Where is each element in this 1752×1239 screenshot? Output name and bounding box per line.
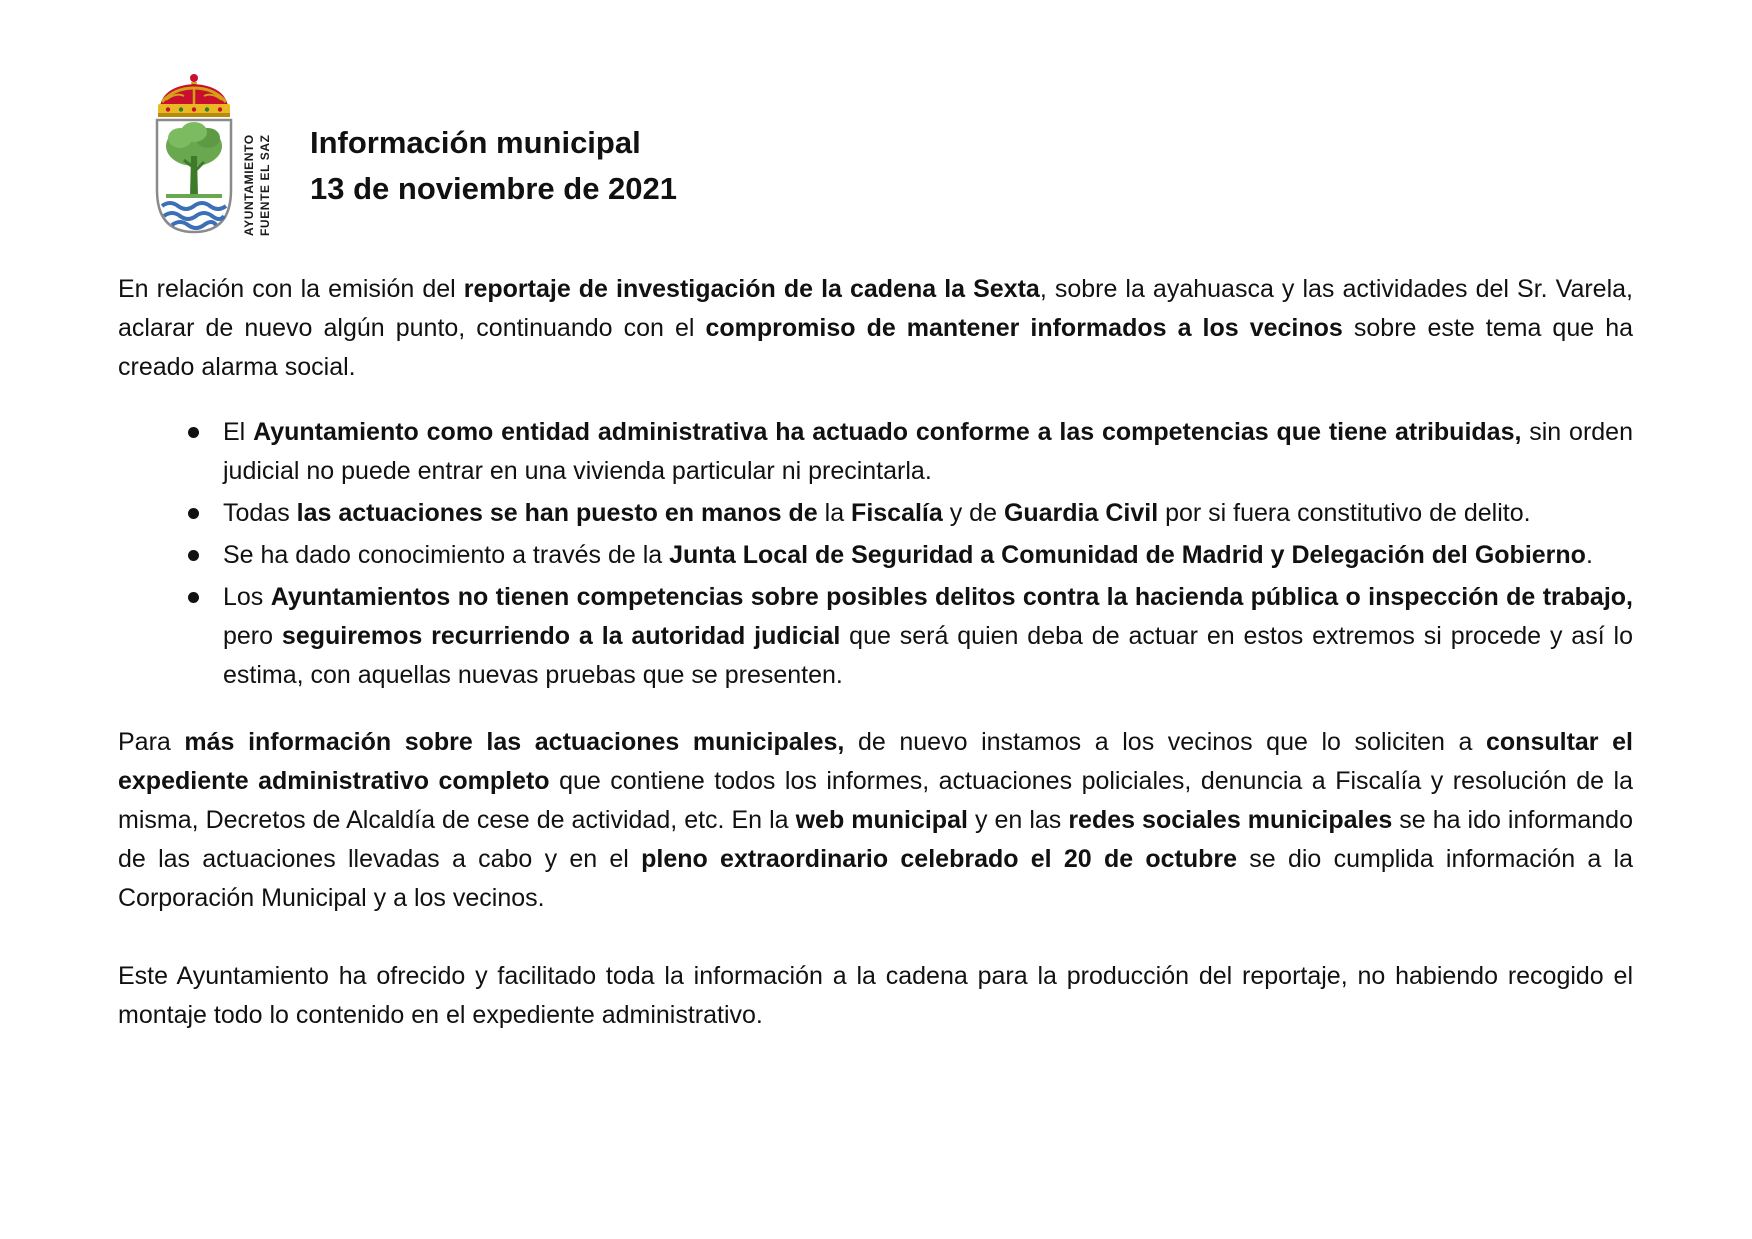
text-run: y de — [942, 499, 1004, 527]
logo-text-line2: FUENTE EL SAZ — [258, 134, 272, 236]
document-body — [118, 270, 1633, 1035]
text-run: . — [1585, 541, 1593, 569]
bold-run: pleno extraordinario celebrado el 20 de octubre — [641, 845, 1238, 873]
bold-run: Ayuntamientos no tienen competencias sobre posibles delitos contra la hacienda pública o inspección de trabajo, — [270, 583, 1633, 611]
list-item — [118, 413, 1633, 491]
bold-run: Fiscalía — [851, 499, 943, 527]
bold-run: las actuaciones se han puesto en manos de — [296, 499, 818, 527]
text-run: y en las — [967, 806, 1069, 834]
bold-run: reportaje de investigación de la cadena la Sexta — [463, 275, 1040, 303]
document-header — [310, 120, 677, 212]
text-run: que será quien deba de actuar en estos extremos si procede y así lo estima, con aquellas nuevas pruebas que se presenten. — [223, 622, 1633, 689]
bold-run: seguiremos recurriendo a la autoridad judicial — [281, 622, 841, 650]
bullet-icon — [188, 550, 199, 561]
list-item — [118, 578, 1633, 695]
text-run: Se ha dado conocimiento a través de la — [223, 541, 670, 569]
text-run: la — [817, 499, 852, 527]
text-run: se dio cumplida información a la Corporación Municipal y a los vecinos. — [118, 845, 1633, 912]
list-item — [118, 536, 1633, 575]
text-run: Para — [118, 728, 185, 756]
bold-run: web municipal — [795, 806, 968, 834]
more-info-paragraph — [118, 723, 1633, 918]
text-run: Este Ayuntamiento ha ofrecido y facilitado toda la información a la cadena para la producción del reportaje, no habiendo recogido el montaje todo lo contenido en el expediente administrativo. — [118, 962, 1633, 1029]
text-run: que contiene todos los informes, actuaciones policiales, denuncia a Fiscalía y resolución de la misma, Decretos de Alcaldía de cese de actividad, etc. En la — [118, 767, 1633, 834]
document-title: Información municipal — [310, 125, 641, 160]
logo-wordmark — [236, 98, 282, 238]
bold-run: Guardia Civil — [1003, 499, 1159, 527]
text-run: , sobre la ayahuasca y las actividades del Sr. Varela, aclarar de nuevo algún punto, continuando con el — [118, 275, 1633, 342]
text-run: En relación con la emisión del — [118, 275, 464, 303]
bullet-icon — [188, 592, 199, 603]
text-run: Los — [223, 583, 271, 611]
closing-paragraph — [118, 957, 1633, 1035]
intro-paragraph — [118, 270, 1633, 387]
text-run: pero — [223, 622, 282, 650]
bold-run: compromiso de mantener informados a los vecinos — [705, 314, 1343, 342]
bold-run: Junta Local de Seguridad a Comunidad de Madrid y Delegación del Gobierno — [669, 541, 1586, 569]
text-run: de nuevo instamos a los vecinos que lo soliciten a — [844, 728, 1486, 756]
bullet-icon — [188, 508, 199, 519]
text-run: Todas — [223, 499, 297, 527]
bold-run: redes sociales municipales — [1068, 806, 1393, 834]
logo-text-line1: AYUNTAMIENTO — [242, 134, 256, 236]
text-run: por si fuera constitutivo de delito. — [1158, 499, 1531, 527]
bullet-icon — [188, 427, 199, 438]
bold-run: consultar el expediente administrativo completo — [118, 728, 1633, 795]
list-item — [118, 494, 1633, 533]
text-run: sobre este tema que ha creado alarma social. — [118, 314, 1634, 381]
text-run: sin orden judicial no puede entrar en una vivienda particular ni precintarla. — [223, 418, 1633, 485]
document-date: 13 de noviembre de 2021 — [310, 171, 678, 206]
bullet-list — [118, 413, 1633, 695]
text-run: El — [223, 418, 254, 446]
bold-run: más información sobre las actuaciones municipales, — [184, 728, 845, 756]
text-run: se ha ido informando de las actuaciones llevadas a cabo y en el — [118, 806, 1633, 873]
bold-run: Ayuntamiento como entidad administrativa ha actuado conforme a las competencias que tiene atribuidas, — [253, 418, 1522, 446]
